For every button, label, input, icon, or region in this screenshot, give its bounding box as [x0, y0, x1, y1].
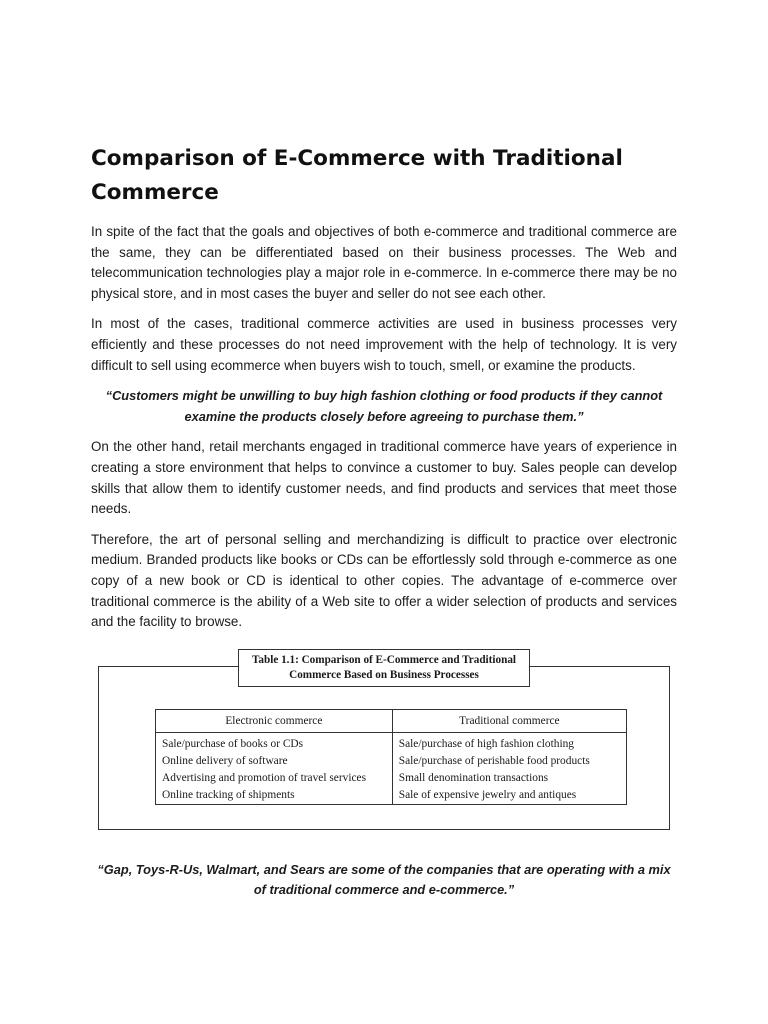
- table-cell: Advertising and promotion of travel services: [156, 770, 393, 787]
- comparison-table-figure: [98, 649, 670, 833]
- page-title: [91, 142, 677, 210]
- paragraph-4: Therefore, the art of personal selling and merchandizing is difficult to practice over electronic medium. Branded products like books or CDs can be effortlessly sold through e-commerce as one copy of a new book or CD is identical to other copies. The advantage of e-commerce over traditional commerce is the ability of a Web site to offer a wider selection of products and services and the facility to browse.: [91, 531, 677, 630]
- table-cell: Sale/purchase of high fashion clothing: [392, 732, 626, 753]
- paragraph-3: On the other hand, retail merchants engaged in traditional commerce have years of experience in creating a store environment that helps to convince a customer to buy. Sales people can develop skills that allow them to identify customer needs, and find products and services that meet those needs.: [91, 439, 677, 517]
- table-row: [156, 787, 627, 805]
- table-cell: Sale/purchase of perishable food products: [392, 753, 626, 770]
- paragraph-2: In most of the cases, traditional commerce activities are used in business processes very efficiently and these processes do not need improvement with the help of technology. It is very difficult to sell using ecommerce when buyers wish to touch, smell, or examine the products.: [91, 316, 677, 373]
- table-header-row: [156, 709, 627, 732]
- table-caption-line-2: Commerce Based on Business Processes: [289, 668, 479, 681]
- title-line-2: Commerce: [91, 180, 219, 205]
- comparison-table: [155, 709, 627, 805]
- table-row: [156, 732, 627, 753]
- paragraph-1: In spite of the fact that the goals and objectives of both e-commerce and traditional commerce are the same, they can be differentiated based on their business processes. The Web and telecommunication technologies play a major role in e-commerce. In e-commerce there may be no physical store, and in most cases the buyer and seller do not see each other.: [91, 224, 677, 301]
- table-row: [156, 753, 627, 770]
- header-electronic-commerce: Electronic commerce: [156, 709, 393, 732]
- header-traditional-commerce: Traditional commerce: [392, 709, 626, 732]
- table-cell: Online delivery of software: [156, 753, 393, 770]
- table-cell: Online tracking of shipments: [156, 787, 393, 805]
- quote-companies: “Gap, Toys-R-Us, Walmart, and Sears are some of the companies that are operating with a mix of traditional commerce and e-commerce.”: [97, 861, 671, 898]
- title-line-1: Comparison of E-Commerce with Traditional: [91, 146, 623, 171]
- table-caption: [238, 649, 530, 687]
- table-caption-line-1: Table 1.1: Comparison of E-Commerce and Traditional: [251, 653, 517, 666]
- quote-customers: “Customers might be unwilling to buy high fashion clothing or food products if they cannot examine the products closely before agreeing to purchase them.”: [105, 388, 663, 424]
- table-cell: Sale of expensive jewelry and antiques: [392, 787, 626, 805]
- table-cell: Small denomination transactions: [392, 770, 626, 787]
- table-cell: Sale/purchase of books or CDs: [156, 732, 393, 753]
- table-row: [156, 770, 627, 787]
- document-body: [91, 142, 677, 833]
